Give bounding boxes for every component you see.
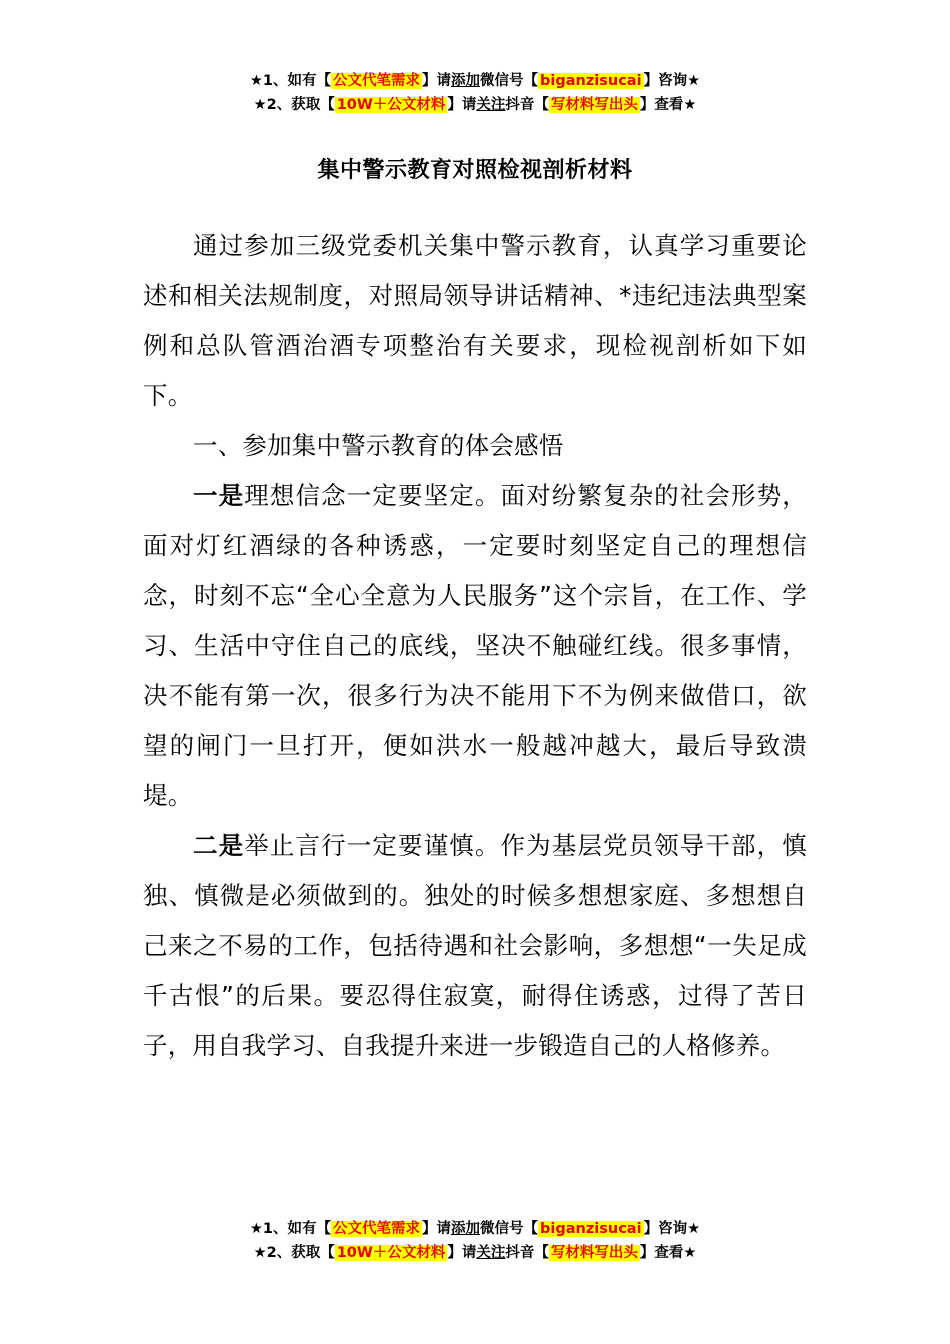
star-icon: ★ xyxy=(249,1221,263,1237)
promo-highlight-materials: 10W＋公文材料 xyxy=(336,1245,446,1261)
promo-text: 2、获取【 xyxy=(266,97,335,113)
promo-highlight-materials: 10W＋公文材料 xyxy=(336,97,446,113)
promo-emphasis: 关注 xyxy=(476,1245,506,1261)
promo-line-1 xyxy=(0,1218,950,1242)
star-icon: ★ xyxy=(253,1245,267,1261)
promo-text: 】咨询 xyxy=(643,1221,688,1237)
point-one-paragraph xyxy=(143,471,807,821)
point-one-text: 理想信念一定要坚定。面对纷繁复杂的社会形势，面对灯红酒绿的各种诱惑，一定要时刻坚定自己的理想信念，时刻不忘“全心全意为人民服务”这个宗旨，在工作、学习、生活中守住自己的底线，坚决不触碰红线。很多事情，决不能有第一次，很多行为决不能用下不为例来做借口，欲望的闸门一旦打开，便如洪水一般越冲越大，最后导致溃堤。 xyxy=(143,481,807,810)
promo-emphasis: 添加 xyxy=(451,1221,481,1237)
promo-highlight-douyin-id: 写材料写出头 xyxy=(550,1245,638,1261)
promo-header xyxy=(0,70,950,118)
promo-highlight-service: 公文代笔需求 xyxy=(333,73,421,89)
star-icon: ★ xyxy=(683,97,697,113)
promo-text: 微信号【 xyxy=(480,1221,539,1237)
intro-paragraph: 通过参加三级党委机关集中警示教育，认真学习重要论述和相关法规制度，对照局领导讲话精神、*违纪违法典型案例和总队管酒治酒专项整治有关要求，现检视剖析如下如下。 xyxy=(143,231,807,410)
promo-emphasis: 添加 xyxy=(451,73,481,89)
point-two-text: 举止言行一定要谨慎。作为基层党员领导干部，慎独、慎微是必须做到的。独处的时候多想想家庭、多想想自己来之不易的工作，包括待遇和社会影响，多想想“一失足成千古恨”的后果。要忍得住寂寞，耐得住诱惑，过得了苦日子，用自我学习、自我提升来进一步锻造自己的人格修养。 xyxy=(143,831,807,1060)
point-one-lead: 一是 xyxy=(193,481,245,510)
star-icon: ★ xyxy=(249,73,263,89)
promo-line-2 xyxy=(0,94,950,118)
document-body xyxy=(143,221,807,1071)
promo-text: 】请 xyxy=(422,73,452,89)
promo-text: 抖音【 xyxy=(505,1245,549,1261)
promo-highlight-wechat-id: biganzisucai xyxy=(540,73,642,89)
promo-emphasis: 关注 xyxy=(476,97,506,113)
star-icon: ★ xyxy=(253,97,267,113)
section-heading: 一、参加集中警示教育的体会感悟 xyxy=(193,431,564,460)
promo-text: 1、如有【 xyxy=(262,1221,332,1237)
promo-text: 】咨询 xyxy=(643,73,688,89)
promo-text: 】查看 xyxy=(639,97,684,113)
promo-text: 1、如有【 xyxy=(262,73,332,89)
promo-text: 】查看 xyxy=(639,1245,684,1261)
promo-line-2 xyxy=(0,1242,950,1266)
promo-line-1 xyxy=(0,70,950,94)
promo-text: 微信号【 xyxy=(480,73,539,89)
document-title: 集中警示教育对照检视剖析材料 xyxy=(317,158,633,183)
star-icon: ★ xyxy=(687,1221,701,1237)
star-icon: ★ xyxy=(687,73,701,89)
promo-text: 抖音【 xyxy=(505,97,549,113)
star-icon: ★ xyxy=(683,1245,697,1261)
promo-footer xyxy=(0,1218,950,1266)
promo-highlight-douyin-id: 写材料写出头 xyxy=(550,97,638,113)
promo-text: 2、获取【 xyxy=(266,1245,335,1261)
point-two-lead: 二是 xyxy=(193,831,245,860)
promo-highlight-wechat-id: biganzisucai xyxy=(540,1221,642,1237)
promo-highlight-service: 公文代笔需求 xyxy=(333,1221,421,1237)
promo-text: 】请 xyxy=(447,1245,477,1261)
point-two-paragraph xyxy=(143,821,807,1071)
promo-text: 】请 xyxy=(447,97,477,113)
promo-text: 】请 xyxy=(422,1221,452,1237)
